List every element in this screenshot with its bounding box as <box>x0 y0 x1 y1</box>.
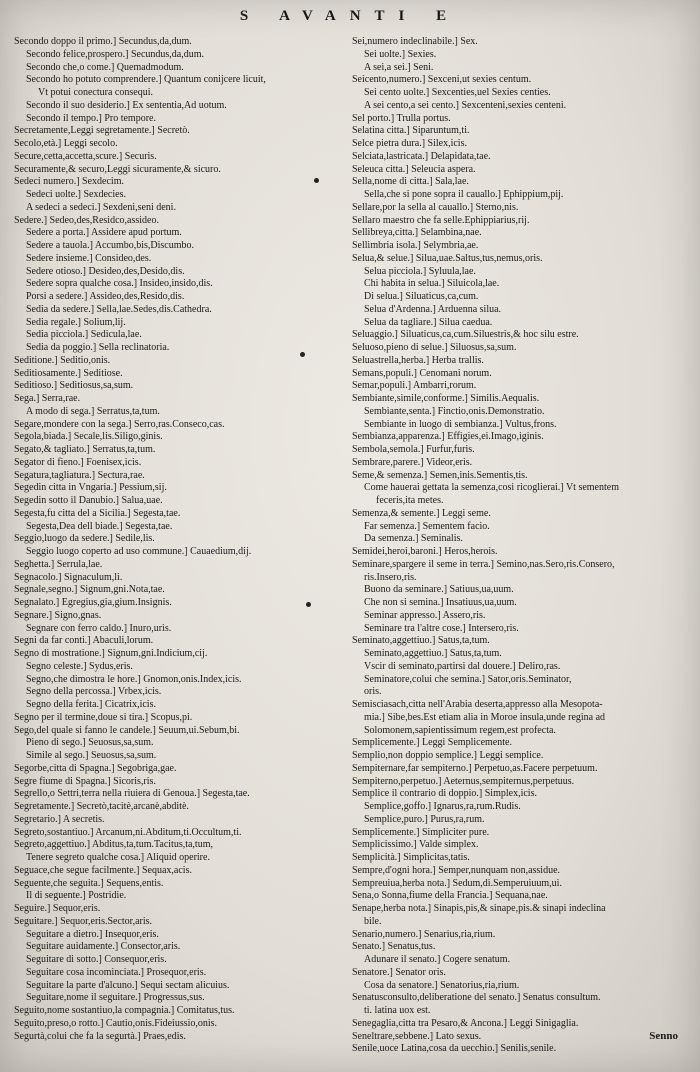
dictionary-entry: Semans,populi.] Cenomani norum. <box>352 367 492 379</box>
dictionary-entry: Seneltrare,sebbene.] Lato sexus. <box>352 1030 482 1042</box>
dictionary-entry: Selciata,lastricata.] Delapidata,tae. <box>352 150 491 162</box>
dictionary-entry: Seggio,luogo da sedere.] Sedile,lis. <box>14 533 155 545</box>
dictionary-entry: Senario,numero.] Senarius,ria,rium. <box>352 928 496 940</box>
dictionary-entry: Seminato,aggettiuo.] Satus,ta,tum. <box>352 635 490 647</box>
dictionary-entry: Sempre,d'ogni hora.] Semper,nunquam non,assidue. <box>352 864 561 876</box>
dictionary-entry: Sella,che si pone sopra il cauallo.] Ephippium,pij. <box>364 189 564 200</box>
dictionary-entry: Semplicemente.] Leggi Semplicemente. <box>352 737 512 749</box>
dictionary-entry: Sedere.] Sedeo,des,Residco,assideo. <box>14 214 159 226</box>
dictionary-entry: Seguitare auidamente.] Consector,aris. <box>26 941 181 953</box>
dictionary-entry: Segno della ferita.] Cicatrix,icis. <box>26 699 156 710</box>
dictionary-entry: Sempiternare,far sempiterno.] Perpetuo,as.Facere perpetuum. <box>352 762 598 774</box>
dictionary-entry: Securamente,& securo,Leggi sicuramente,& sicuro. <box>14 163 221 175</box>
dictionary-entry: Di selua.] Siluaticus,ca,cum. <box>364 291 479 302</box>
dictionary-entry: Buono da seminare.] Satiuus,ua,uum. <box>364 584 514 596</box>
dictionary-entry: oris. <box>364 686 382 698</box>
dictionary-entry: Cosa da senatore.] Senatorius,ria,rium. <box>364 979 520 991</box>
dictionary-entry: Selce pietra dura.] Silex,icis. <box>352 138 467 149</box>
right-column <box>352 36 690 1056</box>
dictionary-entry: Seguitare a dietro.] Insequor,eris. <box>26 928 159 940</box>
dictionary-entry: Sei cento uolte.] Sexcenties,uel Sexies centies. <box>364 87 551 98</box>
dictionary-entry: Sembrare,parere.] Videor,eris. <box>352 456 473 468</box>
dictionary-entry: Sembiante,senta.] Finctio,onis.Demonstratio. <box>364 405 545 417</box>
dictionary-entry: Secondo il suo desiderio.] Ex sententia,Ad uotum. <box>26 99 227 111</box>
dictionary-entry: Senato.] Senatus,tus. <box>352 941 436 953</box>
dictionary-entry: A sedeci a sedeci.] Sexdeni,seni deni. <box>26 201 176 213</box>
dictionary-entry: Secolo,età.] Leggi secolo. <box>14 138 118 149</box>
dictionary-entry: Segnale,segno.] Signum,gni.Nota,tae. <box>14 584 165 596</box>
dictionary-entry: Sellibreya,citta.] Selambina,nae. <box>352 227 482 239</box>
dictionary-entry: Tenere segreto qualche cosa.] Aliquid operire. <box>26 852 210 863</box>
dictionary-entry: Secondo il tempo.] Pro tempore. <box>26 112 156 124</box>
dictionary-entry: ti. latina uox est. <box>364 1005 431 1016</box>
dictionary-entry: Seleuca citta.] Seleucia aspera. <box>352 163 476 175</box>
dictionary-entry: Sedeci uolte.] Sexdecies. <box>26 189 126 200</box>
dictionary-entry: Semenza,& semente.] Leggi seme. <box>352 507 491 519</box>
dictionary-entry: Sellimbria isola.] Selymbria,ae. <box>352 240 479 251</box>
dictionary-entry: Seminar appresso.] Assero,ris. <box>364 609 486 621</box>
dictionary-entry: Seicento,numero.] Sexceni,ut sexies centum. <box>352 74 532 86</box>
dictionary-entry: Sedia da poggio.] Sella reclinatoria. <box>26 342 170 353</box>
dictionary-entry: Porsi a sedere.] Assideo,des,Resido,dis. <box>26 291 185 302</box>
dictionary-entry: Seguitare,nome il seguitare.] Progressus,sus. <box>26 992 205 1004</box>
ink-spot-mark <box>300 352 305 357</box>
dictionary-entry: Sedere sopra qualche cosa.] Insideo,insido,dis. <box>26 278 213 290</box>
dictionary-entry: Vscir di seminato,partirsi dal douere.] Deliro,ras. <box>364 660 561 672</box>
dictionary-entry: Sedia picciola.] Sedicula,lae. <box>26 329 142 341</box>
dictionary-entry: Seguitare di sotto.] Consequor,eris. <box>26 954 167 965</box>
dictionary-entry: Solomonem,sapientissimum regem,est profecta. <box>364 724 556 736</box>
dictionary-entry: Sempiterno,perpetuo.] Aeternus,sempiternus,perpetuus. <box>352 775 575 787</box>
dictionary-entry: A modo di sega.] Serratus,ta,tum. <box>26 405 160 417</box>
dictionary-entry: Sel porto.] Trulla portus. <box>352 112 451 124</box>
dictionary-entry: Semplice il contrario di doppio.] Simplex,icis. <box>352 788 537 800</box>
dictionary-entry: Sego,del quale si fanno le candele.] Seuum,ui.Sebum,bi. <box>14 724 240 736</box>
dictionary-entry: Segare,mondere con la sega.] Serro,ras.Conseco,cas. <box>14 418 225 430</box>
dictionary-entry: Segnalato.] Egregius,gia,gium.Insignis. <box>14 597 172 608</box>
dictionary-entry: Seluastrella,herba.] Herba trallis. <box>352 354 484 366</box>
dictionary-entry: Seditioso.] Seditiosus,sa,sum. <box>14 380 134 392</box>
dictionary-entry: Segnare.] Signo,gnas. <box>14 609 102 621</box>
dictionary-entry: Sedere a porta.] Assidere apud portum. <box>26 227 182 239</box>
dictionary-entry: Segno celeste.] Sydus,eris. <box>26 660 133 672</box>
dictionary-entry: Vt potui conectura consequi. <box>38 87 153 98</box>
dictionary-entry: Sedere otioso.] Desideo,des,Desido,dis. <box>26 265 185 277</box>
dictionary-entry: Sembiante,simile,conforme.] Similis.Aequalis. <box>352 393 540 404</box>
dictionary-entry: Sellaro maestro che fa selle.Ephippiarius,rij. <box>352 214 530 226</box>
dictionary-entry: A sei,a sei.] Seni. <box>364 61 434 73</box>
dictionary-entry: Seminare tra l'altre cose.] Intersero,ris. <box>364 622 519 634</box>
dictionary-entry: Segorbe,citta di Spagna.] Segobriga,gae. <box>14 762 177 774</box>
dictionary-entry: Pieno di sego.] Seuosus,sa,sum. <box>26 737 154 749</box>
dictionary-entry: Secretamente,Leggi segretamente.] Secretò. <box>14 125 190 137</box>
dictionary-entry: Segno,che dimostra le hore.] Gnomon,onis.Index,icis. <box>26 673 242 685</box>
dictionary-entry: Segatura,tagliatura.] Sectura,rae. <box>14 469 145 481</box>
dictionary-entry: Seguitare la parte d'alcuno.] Sequi sectam alicuius. <box>26 979 230 991</box>
dictionary-entry: Sedere insieme.] Consideo,des. <box>26 252 152 264</box>
dictionary-entry: Secondo doppo il primo.] Secundus,da,dum. <box>14 36 192 47</box>
dictionary-entry: Sella,nome di citta.] Sala,lae. <box>352 176 469 188</box>
ink-spot-mark <box>314 178 319 183</box>
dictionary-entry: Sellare,por la sella al cauallo.] Sterno,nis. <box>352 201 519 213</box>
dictionary-entry: Seguitare.] Sequor,eris.Sector,aris. <box>14 915 153 927</box>
dictionary-entry: Segato,& tagliato.] Serratus,ta,tum. <box>14 444 156 455</box>
dictionary-entry: Segno di mostratione.] Signum,gni.Indicium,cij. <box>14 648 208 659</box>
dictionary-entry: Selua picciola.] Syluula,lae. <box>364 265 476 277</box>
ink-spot-mark <box>306 602 311 607</box>
dictionary-entry: Sedere a tauola.] Accumbo,bis,Discumbo. <box>26 240 195 251</box>
dictionary-entry: Senatusconsulto,deliberatione del senato.] Senatus consultum. <box>352 992 601 1004</box>
dictionary-entry: Semplice,goffo.] Ignarus,ra,rum.Rudis. <box>364 801 521 812</box>
dictionary-entry: Selua da tagliare.] Silua caedua. <box>364 316 493 328</box>
dictionary-entry: Segno della percossa.] Vrbex,icis. <box>26 686 162 698</box>
dictionary-entry: Secure,cetta,accetta,scure.] Securis. <box>14 150 157 162</box>
dictionary-entry: Senile,uoce Latina,cosa da uecchio.] Senilis,senile. <box>352 1043 557 1055</box>
dictionary-entry: Segni da far conti.] Abaculi,lorum. <box>14 635 154 647</box>
dictionary-entry: Il di seguente.] Postridie. <box>26 890 127 902</box>
dictionary-entry: Adunare il senato.] Cogere senatum. <box>364 954 511 965</box>
dictionary-entry: Sedia da sedere.] Sella,lae.Sedes,dis.Cathedra. <box>26 303 212 315</box>
dictionary-entry: Segno per il termine,doue si tira.] Scopus,pi. <box>14 711 193 723</box>
dictionary-entry: bile. <box>364 915 382 927</box>
dictionary-entry: Segreto,sostantiuo.] Arcanum,ni.Abditum,ti.Occultum,ti. <box>14 826 242 838</box>
dictionary-entry: Secondo che,o come.] Quemadmodum. <box>26 61 184 73</box>
dictionary-entry: Sena,o Sonna,fiume della Francia.] Sequana,nae. <box>352 890 548 902</box>
dictionary-entry: Sei uolte.] Sexies. <box>364 48 437 60</box>
dictionary-entry: Seditiosamente.] Seditiose. <box>14 367 123 379</box>
dictionary-entry: Semplicemente.] Simpliciter pure. <box>352 826 490 838</box>
dictionary-entry: Seguitare cosa incominciata.] Prosequor,eris. <box>26 966 207 978</box>
dictionary-entry: Far semenza.] Sementem facio. <box>364 520 490 532</box>
dictionary-entry: Seminare,spargere il seme in terra.] Semino,nas.Sero,ris.Consero, <box>352 558 615 570</box>
dictionary-entry: Secondo felice,prospero.] Secundus,da,dum. <box>26 48 205 60</box>
left-column <box>14 36 344 1043</box>
dictionary-entry: Sembianza,apparenza.] Effigies,ei.Imago,iginis. <box>352 431 544 443</box>
dictionary-entry: Seditione.] Seditio,onis. <box>14 354 111 366</box>
dictionary-entry: Sega.] Serra,rae. <box>14 393 81 404</box>
dictionary-entry: ris.Insero,ris. <box>364 571 417 583</box>
dictionary-entry: Segnacolo.] Signaculum,li. <box>14 571 123 583</box>
dictionary-entry: Da semenza.] Seminalis. <box>364 533 463 545</box>
dictionary-entry: Seluoso,pieno di selue.] Siluosus,sa,sum. <box>352 342 517 353</box>
dictionary-entry: feceris,ita metes. <box>376 495 444 506</box>
dictionary-entry: Seguito,preso,o rotto.] Cautio,onis.Fideiussio,onis. <box>14 1017 218 1029</box>
dictionary-entry: Semplicissimo.] Valde simplex. <box>352 839 479 851</box>
dictionary-entry: Semplice,puro.] Purus,ra,rum. <box>364 813 485 825</box>
dictionary-entry: Selatina citta.] Siparuntum,ti. <box>352 125 470 137</box>
dictionary-entry: Segre fiume di Spagna.] Sicoris,ris. <box>14 775 156 787</box>
dictionary-entry: Semplio,non doppio semplice.] Leggi semplice. <box>352 750 544 761</box>
dictionary-entry: mia.] Sibe,bes.Est etiam alia in Moroe insula,unde regina ad <box>364 711 606 723</box>
dictionary-entry: Seguente,che seguita.] Sequens,entis. <box>14 877 164 889</box>
dictionary-entry: Semidei,heroi,baroni.] Heros,herois. <box>352 546 498 557</box>
dictionary-entry: Senatore.] Senator oris. <box>352 966 446 978</box>
dictionary-entry: Seguito,nome sostantiuo,la compagnia.] Comitatus,tus. <box>14 1005 235 1016</box>
dictionary-entry: Segretario.] A secretis. <box>14 813 105 825</box>
dictionary-entry: Sei,numero indeclinabile.] Sex. <box>352 36 478 47</box>
dictionary-entry: Simile al sego.] Seuosus,sa,sum. <box>26 750 157 761</box>
dictionary-entry: Selua,& selue.] Silua,uae.Saltus,tus,nemus,oris. <box>352 252 543 264</box>
dictionary-entry: Seme,& semenza.] Semen,inis.Sementis,tis. <box>352 469 528 481</box>
dictionary-entry: Seguire.] Sequor,eris. <box>14 903 101 914</box>
dictionary-entry: Senape,herba nota.] Sinapis,pis,& sinape,pis.& sinapi indeclina <box>352 903 606 914</box>
dictionary-entry: Segurtà,colui che fa la segurtà.] Praes,edis. <box>14 1030 186 1042</box>
dictionary-entry: Chi habita in selua.] Siluicola,lae. <box>364 278 500 290</box>
dictionary-entry: Sempreuiua,herba nota.] Sedum,di.Semperuiuum,ui. <box>352 877 562 889</box>
dictionary-entry: Seminatore,colui che semina.] Sator,oris.Seminator, <box>364 673 572 685</box>
dictionary-entry: Sedia regale.] Solium,lij. <box>26 316 126 328</box>
catchword: Senno <box>649 1030 678 1042</box>
dictionary-entry: Seggio luogo coperto ad uso commune.] Cauaedium,dij. <box>26 546 252 557</box>
dictionary-entry: Segedin citta in Vngaria.] Pessium,sij. <box>14 482 167 494</box>
dictionary-entry: Seguace,che segue facilmente.] Sequax,acis. <box>14 864 192 876</box>
dictionary-entry: Secondo ho potuto comprendere.] Quantum conijcere licuit, <box>26 74 266 86</box>
dictionary-entry: Senegaglia,citta tra Pesaro,& Ancona.] Leggi Sinigaglia. <box>352 1017 579 1029</box>
dictionary-entry: Semar,populi.] Ambarri,rorum. <box>352 380 477 392</box>
dictionary-entry: Seminato,aggettiuo.] Satus,ta,tum. <box>364 648 502 659</box>
dictionary-entry: Segnare con ferro caldo.] Inuro,uris. <box>26 622 172 634</box>
dictionary-entry: Semisciasach,citta nell'Arabia deserta,appresso alla Mesopota- <box>352 699 603 710</box>
dictionary-entry: Sedeci numero.] Sexdecim. <box>14 176 124 188</box>
dictionary-entry: Che non si semina.] Insatiuus,ua,uum. <box>364 597 517 608</box>
dictionary-entry: Segesta,Dea dell biade.] Segesta,tae. <box>26 520 173 532</box>
dictionary-entry: Segreto,aggettiuo.] Abditus,ta,tum.Tacitus,ta,tum, <box>14 839 213 851</box>
dictionary-entry: Segesta,fu citta del a Sicilia.] Segesta,tae. <box>14 507 181 519</box>
dictionary-entry: Segedin sotto il Danubio.] Salua,uae. <box>14 495 163 506</box>
dictionary-entry: Seluaggio.] Siluaticus,ca,cum.Siluestris,& hoc silu estre. <box>352 329 579 341</box>
dictionary-entry: Segretamente.] Secretò,tacitè,arcanè,abditè. <box>14 801 189 812</box>
dictionary-entry: Segola,biada.] Secale,lis.Siligo,ginis. <box>14 431 163 443</box>
dictionary-entry: A sei cento,a sei cento.] Sexcenteni,sexies centeni. <box>364 99 567 111</box>
running-head: S AVANTI E <box>239 8 461 24</box>
dictionary-entry: Selua d'Ardenna.] Arduenna silua. <box>364 303 502 315</box>
dictionary-entry: Come hauerai gettata la semenza,cosi ricoglierai.] Vt sementem <box>364 482 619 494</box>
dictionary-entry: Semplicità.] Simplicitas,tatis. <box>352 852 470 863</box>
dictionary-entry: Seghetta.] Serrula,lae. <box>14 558 103 570</box>
dictionary-entry: Sembiante in luogo di sembianza.] Vultus,frons. <box>364 418 557 430</box>
dictionary-entry: Segrello,o Settri,terra nella riuiera di Genoua.] Segesta,tae. <box>14 788 250 800</box>
dictionary-entry: Sembola,semola.] Furfur,furis. <box>352 444 475 455</box>
dictionary-entry: Segator di fieno.] Foenisex,icis. <box>14 456 142 468</box>
